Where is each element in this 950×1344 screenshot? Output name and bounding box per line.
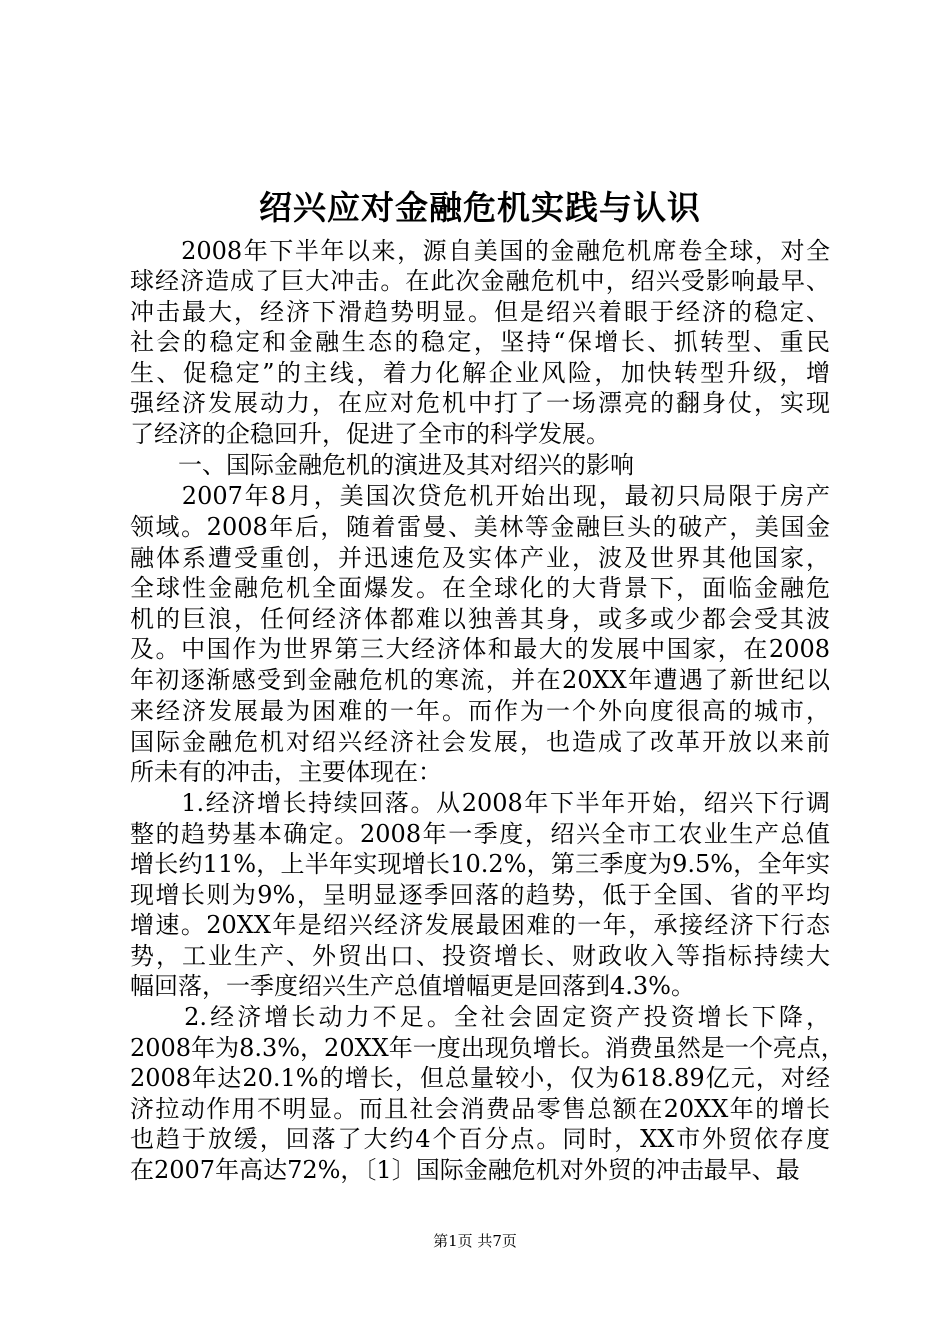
body-text-line: 2007年8月，美国次贷危机开始出现，最初只局限于房产 — [130, 482, 830, 510]
body-text-line: 2.经济增长动力不足。全社会固定资产投资增长下降， — [130, 1003, 830, 1031]
body-text-line: 年初逐渐感受到金融危机的寒流，并在20XX年遭遇了新世纪以 — [130, 666, 830, 694]
body-text-line: 2008年为8.3%，20XX年一度出现负增长。消费虽然是一个亮点， — [130, 1034, 845, 1062]
body-text-line: 来经济发展最为困难的一年。而作为一个外向度很高的城市， — [130, 697, 830, 725]
body-text-line: 冲击最大，经济下滑趋势明显。但是绍兴着眼于经济的稳定、 — [130, 298, 830, 326]
body-text-line: 增长约11%，上半年实现增长10.2%，第三季度为9.5%，全年实 — [130, 850, 830, 878]
body-text-line: 领域。2008年后，随着雷曼、美林等金融巨头的破产，美国金 — [130, 513, 830, 541]
body-text-line: 增速。20XX年是绍兴经济发展最困难的一年，承接经济下行态 — [130, 911, 830, 939]
body-text-line: 球经济造成了巨大冲击。在此次金融危机中，绍兴受影响最早、 — [130, 267, 830, 295]
body-text-line: 所未有的冲击，主要体现在： — [130, 758, 442, 786]
body-text-line: 强经济发展动力，在应对危机中打了一场漂亮的翻身仗，实现 — [130, 389, 830, 417]
body-text-line: 融体系遭受重创，并迅速危及实体产业，波及世界其他国家， — [130, 544, 830, 572]
body-text-line: 2008年下半年以来，源自美国的金融危机席卷全球，对全 — [130, 237, 830, 265]
body-text-line: 幅回落，一季度绍兴生产总值增幅更是回落到4.3%。 — [130, 972, 695, 1000]
body-text-line: 一、国际金融危机的演进及其对绍兴的影响 — [130, 451, 634, 479]
page-footer: 第1页 共7页 — [433, 1232, 517, 1250]
body-text-line: 2008年达20.1%的增长，但总量较小，仅为618.89亿元，对经 — [130, 1064, 830, 1092]
body-text-line: 现增长则为9%，呈明显逐季回落的趋势，低于全国、省的平均 — [130, 881, 830, 909]
body-text-line: 社会的稳定和金融生态的稳定，坚持“保增长、抓转型、重民 — [130, 328, 830, 356]
body-text-line: 了经济的企稳回升，促进了全市的科学发展。 — [130, 420, 610, 448]
body-text-line: 国际金融危机对绍兴经济社会发展，也造成了改革开放以来前 — [130, 728, 830, 756]
body-text-line: 也趋于放缓，回落了大约4个百分点。同时，XX市外贸依存度 — [130, 1125, 830, 1153]
body-text-line: 机的巨浪，任何经济体都难以独善其身，或多或少都会受其波 — [130, 605, 830, 633]
body-text-line: 在2007年高达72%，〔1〕国际金融危机对外贸的冲击最早、最 — [130, 1156, 800, 1184]
document-title: 绍兴应对金融危机实践与认识 — [259, 188, 701, 227]
body-text-line: 济拉动作用不明显。而且社会消费品零售总额在20XX年的增长 — [130, 1095, 830, 1123]
body-text-line: 势，工业生产、外贸出口、投资增长、财政收入等指标持续大 — [130, 942, 830, 970]
body-text-line: 1.经济增长持续回落。从2008年下半年开始，绍兴下行调 — [130, 789, 830, 817]
body-text-line: 整的趋势基本确定。2008年一季度，绍兴全市工农业生产总值 — [130, 820, 830, 848]
body-text-line: 全球性金融危机全面爆发。在全球化的大背景下，面临金融危 — [130, 574, 830, 602]
body-text-line: 及。中国作为世界第三大经济体和最大的发展中国家，在2008 — [130, 635, 830, 663]
body-text-line: 生、促稳定”的主线，着力化解企业风险，加快转型升级，增 — [130, 359, 830, 387]
